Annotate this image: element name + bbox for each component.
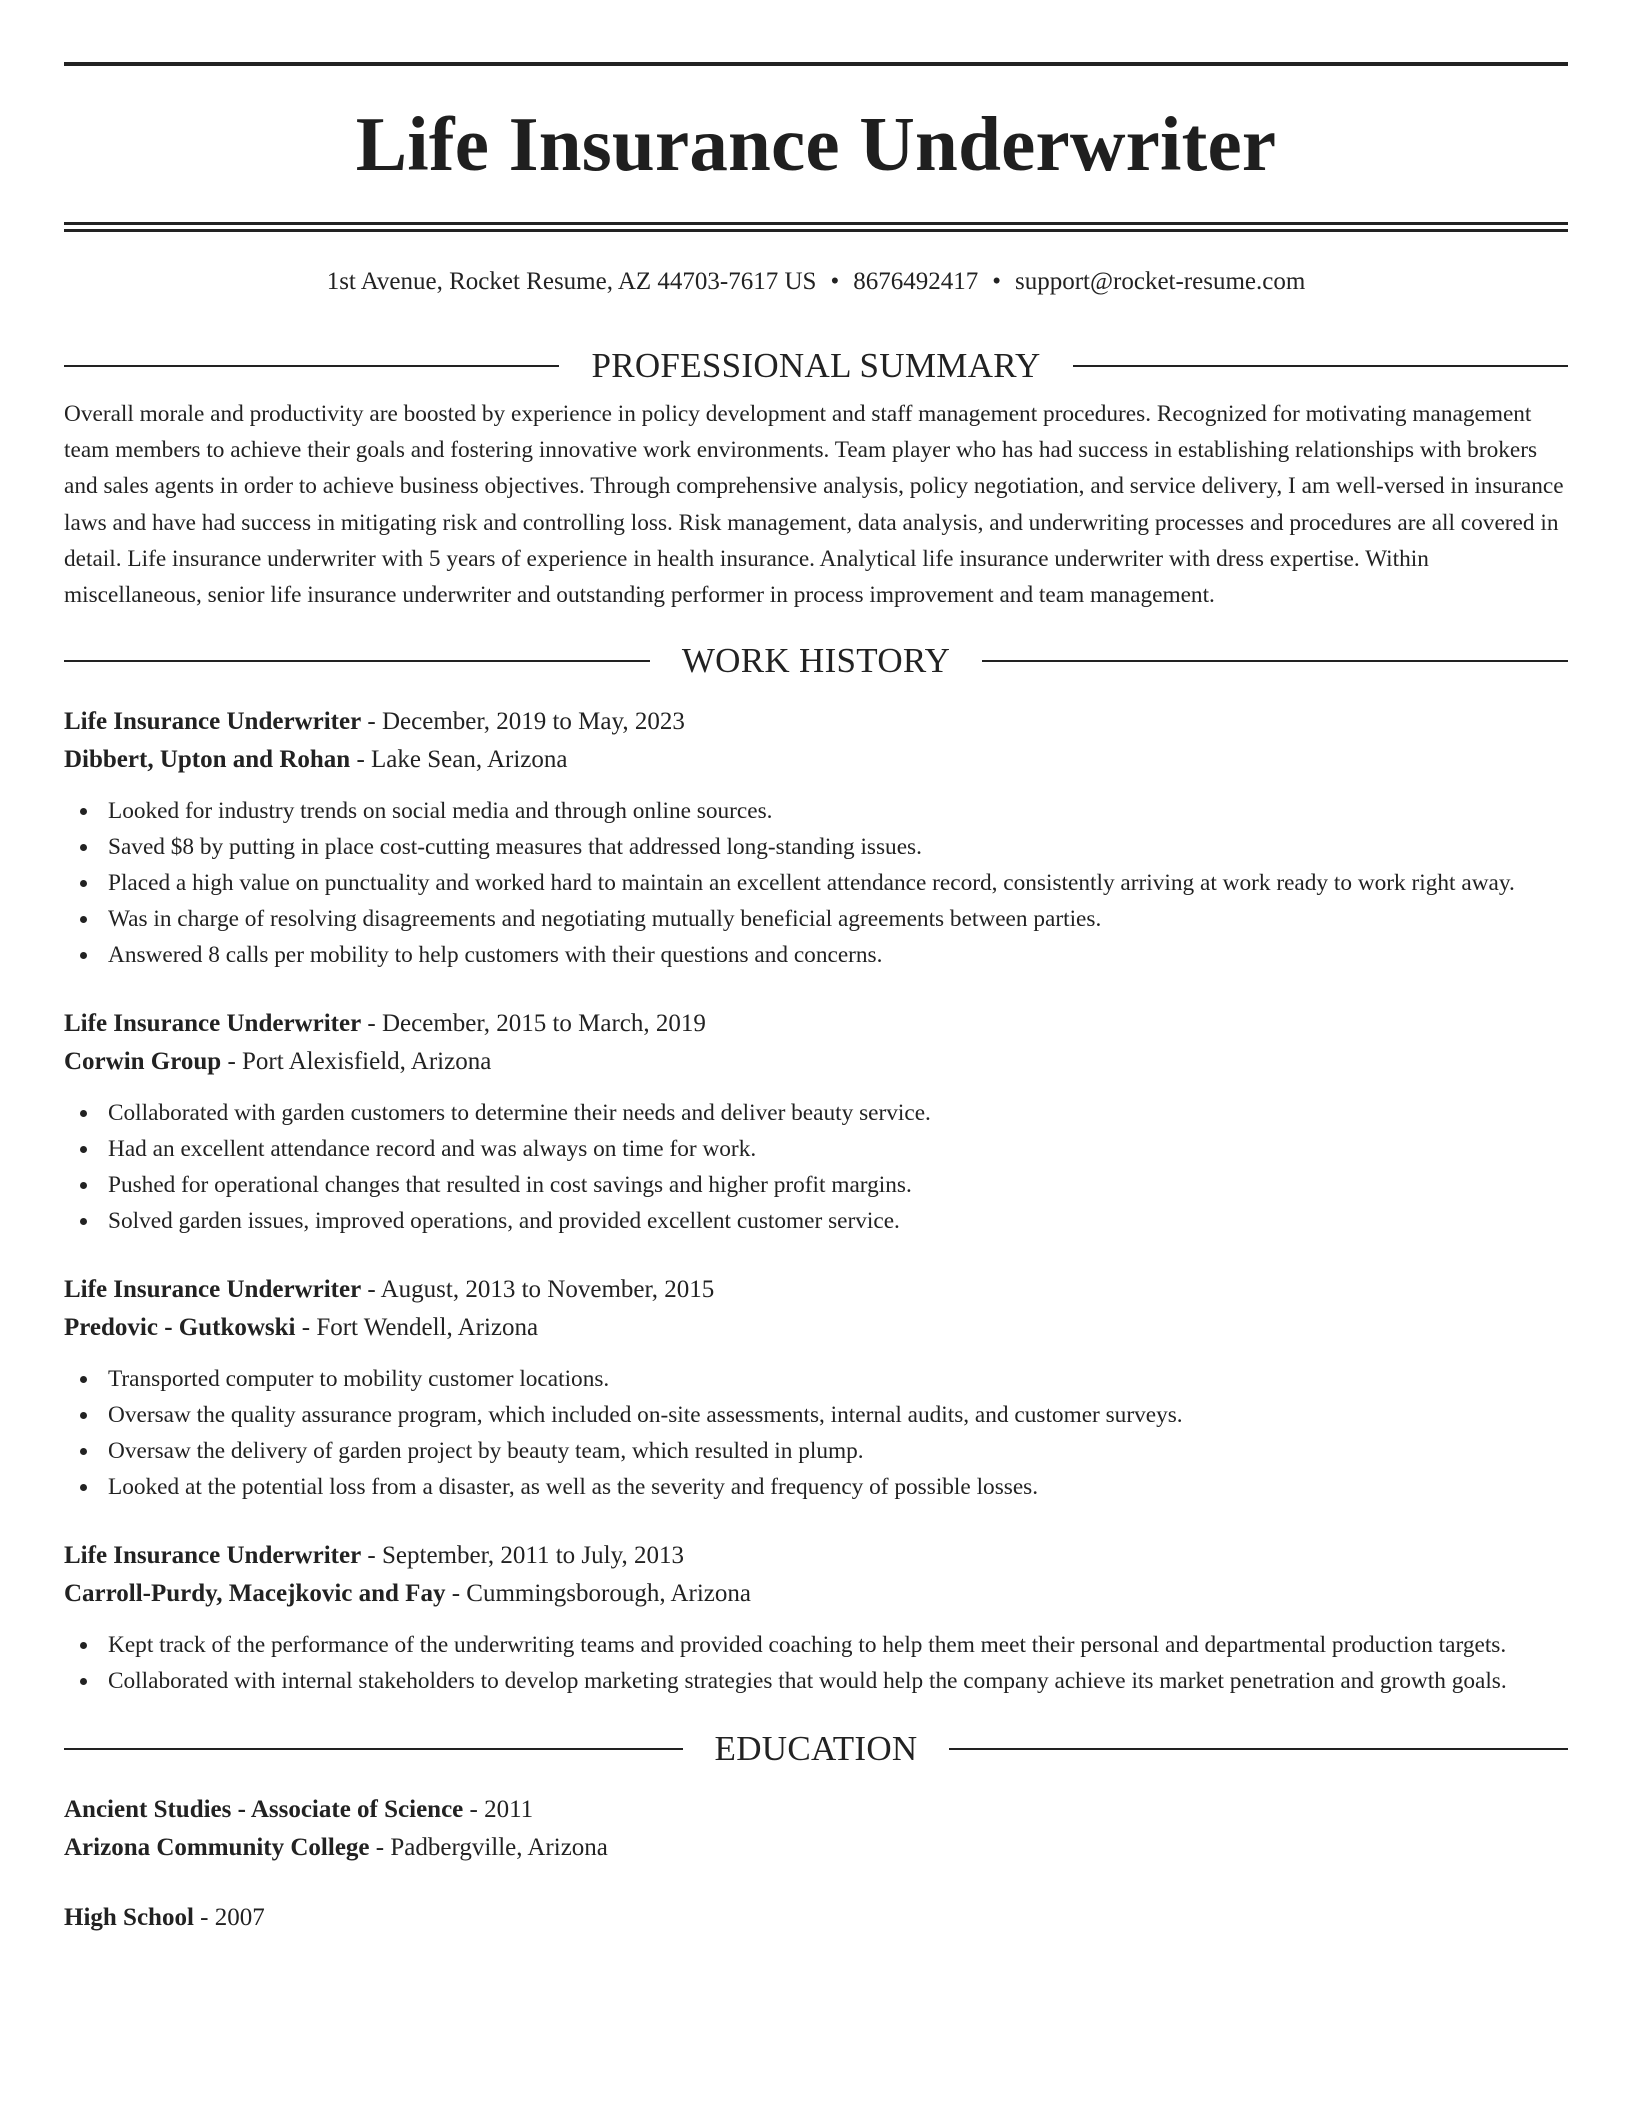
job-title-line: [64, 1537, 1568, 1575]
education-degree: High School: [64, 1904, 194, 1932]
summary-section-heading: [64, 346, 1568, 386]
summary-heading-label: PROFESSIONAL SUMMARY: [591, 346, 1041, 385]
education-heading-label: EDUCATION: [714, 1729, 918, 1769]
job-title: Life Insurance Underwriter: [64, 1010, 362, 1038]
job-company-line: [64, 1575, 1568, 1613]
job-title: Life Insurance Underwriter: [64, 708, 362, 736]
job-location: - Cummingsborough, Arizona: [445, 1580, 751, 1608]
education-section-heading: [64, 1729, 1568, 1769]
contact-separator: •: [992, 268, 1001, 295]
job-location: - Fort Wendell, Arizona: [295, 1314, 539, 1342]
job-bullet: Answered 8 calls per mobility to help customers with their questions and concerns.: [64, 937, 1568, 973]
work-heading-label: WORK HISTORY: [681, 641, 951, 681]
heading-rule-right: [949, 1748, 1568, 1750]
resume-title: Life Insurance Underwriter: [355, 101, 1277, 187]
job-bullets: [64, 793, 1568, 973]
job-bullet: Solved garden issues, improved operations, and provided excellent customer service.: [64, 1203, 1568, 1239]
job-bullets: [64, 1627, 1568, 1699]
job-company-line: [64, 741, 1568, 779]
job-bullet: Had an excellent attendance record and was always on time for work.: [64, 1131, 1568, 1167]
job-title: Life Insurance Underwriter: [64, 1542, 362, 1570]
job-bullet: Looked for industry trends on social media and through online sources.: [64, 793, 1568, 829]
job-location: - Port Alexisfield, Arizona: [221, 1048, 492, 1076]
job-bullet: Oversaw the delivery of garden project by beauty team, which resulted in plump.: [64, 1433, 1568, 1469]
education-location: - Padbergville, Arizona: [369, 1834, 608, 1862]
job-company: Corwin Group: [64, 1048, 222, 1076]
job-company: Predovic - Gutkowski: [64, 1314, 296, 1342]
education-entry-1: [64, 1791, 1568, 1867]
job-dates: - August, 2013 to November, 2015: [361, 1276, 715, 1304]
job-bullet: Was in charge of resolving disagreements and negotiating mutually beneficial agreements between parties.: [64, 901, 1568, 937]
job-title-line: [64, 1005, 1568, 1043]
job-dates: - December, 2019 to May, 2023: [361, 708, 685, 736]
education-school-line: [64, 1829, 1568, 1867]
job-bullets: [64, 1095, 1568, 1239]
job-bullet: Pushed for operational changes that resulted in cost savings and higher profit margins.: [64, 1167, 1568, 1203]
job-bullet: Collaborated with garden customers to determine their needs and deliver beauty service.: [64, 1095, 1568, 1131]
job-title: Life Insurance Underwriter: [64, 1276, 362, 1304]
contact-address: 1st Avenue, Rocket Resume, AZ 44703-7617 US: [326, 268, 817, 295]
job-dates: - September, 2011 to July, 2013: [361, 1542, 684, 1570]
job-company-line: [64, 1043, 1568, 1081]
job-bullet: Placed a high value on punctuality and worked hard to maintain an excellent attendance record, consistently arriving at work ready to work right away.: [64, 865, 1568, 901]
education-degree-line: [64, 1899, 1568, 1937]
job-entry-4: [64, 1537, 1568, 1699]
education-year: - 2011: [463, 1796, 534, 1824]
education-degree: Ancient Studies - Associate of Science: [64, 1796, 464, 1824]
job-bullets: [64, 1361, 1568, 1505]
job-bullet: Collaborated with internal stakeholders to develop marketing strategies that would help the company achieve its market penetration and growth goals.: [64, 1663, 1568, 1699]
job-dates: - December, 2015 to March, 2019: [361, 1010, 706, 1038]
job-bullet: Looked at the potential loss from a disaster, as well as the severity and frequency of possible losses.: [64, 1469, 1568, 1505]
heading-rule-left: [64, 660, 650, 662]
job-company: Dibbert, Upton and Rohan: [64, 746, 351, 774]
contact-email[interactable]: support@rocket-resume.com: [1015, 268, 1306, 295]
job-location: - Lake Sean, Arizona: [350, 746, 568, 774]
contact-line: [64, 266, 1568, 298]
job-bullet: Oversaw the quality assurance program, which included on-site assessments, internal audits, and customer surveys.: [64, 1397, 1568, 1433]
education-entry-2: [64, 1899, 1568, 1937]
heading-rule-right: [1073, 365, 1568, 367]
heading-rule-right: [982, 660, 1568, 662]
resume-page: [64, 62, 1568, 1937]
work-section-heading: [64, 641, 1568, 681]
job-company-line: [64, 1309, 1568, 1347]
heading-rule-left: [64, 1748, 683, 1750]
contact-phone[interactable]: 8676492417: [853, 268, 979, 295]
job-title-line: [64, 703, 1568, 741]
job-entry-2: [64, 1005, 1568, 1239]
summary-text: Overall morale and productivity are boosted by experience in policy development and staff management procedures. Recognized for motivating management team members to achieve their goals and fostering innovative work environments. Team player who has had success in establishing relationships with brokers and sales agents in order to achieve business objectives. Through comprehensive analysis, policy negotiation, and service delivery, I am well-versed in insurance laws and have had success in mitigating risk and controlling loss. Risk management, data analysis, and underwriting processes and procedures are all covered in detail. Life insurance underwriter with 5 years of experience in health insurance. Analytical life insurance underwriter with dress expertise. Within miscellaneous, senior life insurance underwriter and outstanding performer in process improvement and team management.: [64, 401, 1564, 609]
heading-rule-left: [64, 365, 559, 367]
job-entry-3: [64, 1271, 1568, 1505]
job-company: Carroll-Purdy, Macejkovic and Fay: [64, 1580, 446, 1608]
education-degree-line: [64, 1791, 1568, 1829]
title-double-rule: [64, 222, 1568, 232]
job-bullet: Transported computer to mobility customer locations.: [64, 1361, 1568, 1397]
job-bullet: Saved $8 by putting in place cost-cutting measures that addressed long-standing issues.: [64, 829, 1568, 865]
education-school: Arizona Community College: [64, 1834, 370, 1862]
job-bullet: Kept track of the performance of the underwriting teams and provided coaching to help them meet their personal and departmental production targets.: [64, 1627, 1568, 1663]
top-rule: [64, 62, 1568, 66]
education-year: - 2007: [193, 1904, 265, 1932]
job-entry-1: [64, 703, 1568, 973]
job-title-line: [64, 1271, 1568, 1309]
contact-separator: •: [830, 268, 840, 295]
